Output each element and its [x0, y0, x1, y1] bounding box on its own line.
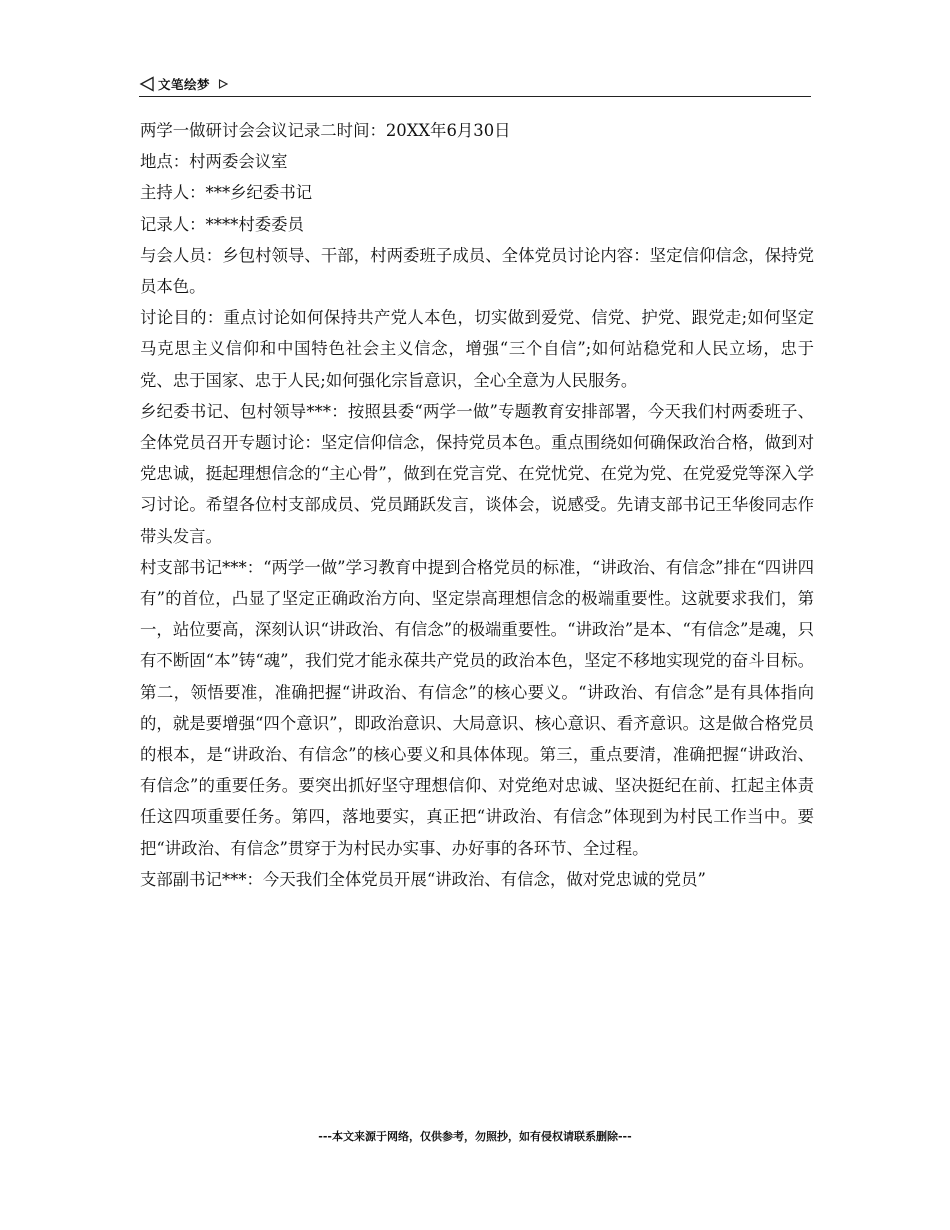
meeting-title-time: 两学一做研讨会会议记录二时间：20XX年6月30日: [140, 121, 511, 140]
triangle-right-outline-icon: [218, 79, 228, 89]
header-brand: 文笔绘梦: [158, 77, 211, 92]
discussion-purpose: 讨论目的：重点讨论如何保持共产党人本色，切实做到爱党、信党、护党、跟党走;如何坚定马克思主义信仰和中国特色社会主义信念，增强“三个自信”;如何站稳党和人民立场，忠于党、忠于国家、忠于人民;如何强化宗旨意识，全心全意为人民服务。: [140, 308, 814, 390]
speech-township-secretary: 乡纪委书记、包村领导***：按照县委“两学一做”专题教育安排部署，今天我们村两委班子、全体党员召开专题讨论：坚定信仰信念，保持党员本色。重点围绕如何确保政治合格，做到对党忠诚，挺起理想信念的“主心骨”，做到在党言党、在党忧党、在党为党、在党爱党等深入学习讨论。希望各位村支部成员、党员踊跃发言，谈体会，说感受。先请支部书记王华俊同志作带头发言。: [140, 401, 814, 546]
document-body: [140, 115, 814, 895]
meeting-host: 主持人：***乡纪委书记: [140, 183, 313, 203]
meeting-location: 地点：村两委会议室: [140, 152, 288, 172]
speech-deputy-secretary: 支部副书记***：今天我们全体党员开展“讲政治、有信念，做对党忠诚的党员”: [140, 869, 706, 889]
speech-village-secretary: 村支部书记***：“两学一做”学习教育中提到合格党员的标准，“讲政治、有信念”排在“四讲四有”的首位，凸显了坚定正确政治方向、坚定崇高理想信念的极端重要性。这就要求我们，第一，站位要高，深刻认识“讲政治、有信念”的极端重要性。“讲政治”是本、“有信念”是魂，只有不断固“本”铸“魂”，我们党才能永葆共产党员的政治本色，坚定不移地实现党的奋斗目标。第二，领悟要准，准确把握“讲政治、有信念”的核心要义。“讲政治、有信念”是有具体指向的，就是要增强“四个意识”，即政治意识、大局意识、核心意识、看齐意识。这是做合格党员的根本，是“讲政治、有信念”的核心要义和具体体现。第三，重点要清，准确把握“讲政治、有信念”的重要任务。要突出抓好坚守理想信仰、对党绝对忠诚、坚决挺纪在前、扛起主体责任这四项重要任务。第四，落地要实，真正把“讲政治、有信念”体现到为村民工作当中。要把“讲政治、有信念”贯穿于为村民办实事、办好事的各环节、全过程。: [140, 557, 814, 858]
page-header: [139, 72, 811, 97]
triangle-left-outline-icon: [139, 76, 155, 92]
meeting-recorder: 记录人：****村委委员: [140, 214, 304, 234]
meeting-attendees: 与会人员：乡包村领导、干部，村两委班子成员、全体党员讨论内容：坚定信仰信念，保持党员本色。: [140, 245, 814, 297]
footer-notice: ---本文来源于网络，仅供参考，勿照抄，如有侵权请联系删除---: [318, 1130, 632, 1143]
